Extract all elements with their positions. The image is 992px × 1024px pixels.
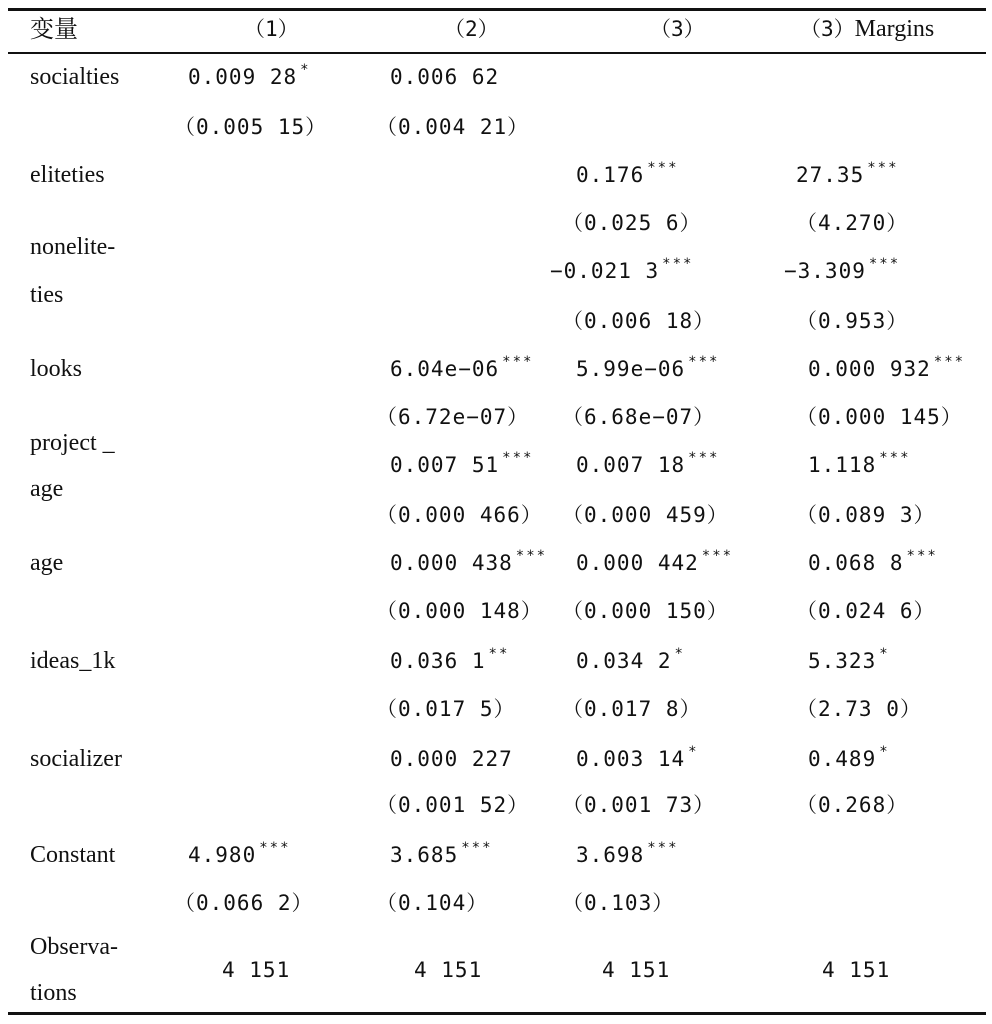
observations-value: 4 151 <box>414 958 483 982</box>
coefficient-cell <box>576 646 685 679</box>
standard-error-cell: （0.006 18） <box>562 309 716 333</box>
coefficient-cell <box>784 256 900 289</box>
coefficient-value: 0.000 932 <box>808 357 931 381</box>
header-col-2: （2） <box>444 17 499 41</box>
significance-stars: *** <box>906 548 938 564</box>
coefficient-value: 5.99e−06 <box>576 357 686 381</box>
significance-stars: *** <box>647 160 679 176</box>
coefficient-cell <box>188 840 291 873</box>
observations-value: 4 151 <box>222 958 291 982</box>
standard-error-cell: （0.017 5） <box>376 697 516 721</box>
header-col-margins <box>800 14 934 44</box>
significance-stars: *** <box>502 354 534 370</box>
coefficient-cell <box>808 744 890 777</box>
standard-error-cell: （4.270） <box>796 211 909 235</box>
standard-error-cell: （2.73 0） <box>796 697 922 721</box>
table-bottom-rule <box>8 1012 986 1015</box>
significance-stars: *** <box>647 840 679 856</box>
table-top-rule <box>8 8 986 11</box>
significance-stars: *** <box>662 256 694 272</box>
coefficient-cell <box>796 160 899 193</box>
standard-error-cell: （0.268） <box>796 793 909 817</box>
row-label: nonelite- <box>30 234 116 260</box>
coefficient-cell <box>808 646 890 679</box>
significance-stars: * <box>674 646 685 662</box>
coefficient-value: −0.021 3 <box>550 259 660 283</box>
significance-stars: *** <box>701 548 734 564</box>
significance-stars: *** <box>461 840 493 856</box>
significance-stars: *** <box>867 160 899 176</box>
coefficient-cell <box>576 840 679 873</box>
row-label-observations: tions <box>30 980 77 1006</box>
coefficient-cell <box>576 548 733 581</box>
coefficient-value: 0.009 28 <box>188 65 298 89</box>
coefficient-value: 0.068 8 <box>808 551 904 575</box>
significance-stars: * <box>879 646 890 662</box>
significance-stars: *** <box>259 840 291 856</box>
coefficient-cell <box>808 548 938 581</box>
standard-error-cell: （0.104） <box>376 891 489 915</box>
coefficient-value: 3.698 <box>576 843 645 867</box>
standard-error-cell: （0.017 8） <box>562 697 702 721</box>
coefficient-value: 0.176 <box>576 163 645 187</box>
standard-error-cell: （0.000 459） <box>562 503 729 527</box>
coefficient-cell <box>550 256 693 289</box>
table-header-rule <box>8 52 986 54</box>
significance-stars: *** <box>688 354 720 370</box>
header-variable: 变量 <box>30 15 78 43</box>
standard-error-cell: （0.001 52） <box>376 793 530 817</box>
coefficient-cell <box>576 450 719 483</box>
row-label: looks <box>30 356 83 382</box>
standard-error-cell: （0.103） <box>562 891 675 915</box>
row-label: age <box>30 476 64 502</box>
standard-error-cell: （0.000 150） <box>562 599 729 623</box>
significance-stars: * <box>879 744 890 760</box>
significance-stars: ** <box>488 646 510 662</box>
standard-error-cell: （0.066 2） <box>174 891 314 915</box>
coefficient-value: 1.118 <box>808 453 877 477</box>
row-label: eliteties <box>30 162 105 188</box>
coefficient-value: 0.006 62 <box>390 65 500 89</box>
coefficient-value: 0.000 438 <box>390 551 513 575</box>
coefficient-cell <box>576 354 719 387</box>
coefficient-value: 0.000 227 <box>390 747 513 771</box>
standard-error-cell: （0.001 73） <box>562 793 716 817</box>
coefficient-cell <box>390 354 533 387</box>
coefficient-value: 0.489 <box>808 747 877 771</box>
observations-value: 4 151 <box>602 958 671 982</box>
standard-error-cell: （0.000 145） <box>796 405 963 429</box>
significance-stars: * <box>688 744 699 760</box>
coefficient-cell <box>390 744 513 774</box>
coefficient-value: 4.980 <box>188 843 257 867</box>
row-label-observations: Observa- <box>30 934 118 960</box>
coefficient-value: 3.685 <box>390 843 459 867</box>
standard-error-cell: （0.000 466） <box>376 503 543 527</box>
coefficient-value: 0.007 51 <box>390 453 500 477</box>
standard-error-cell: （6.72e−07） <box>376 405 530 429</box>
coefficient-value: 27.35 <box>796 163 865 187</box>
header-col-3: （3） <box>650 17 705 41</box>
standard-error-cell: （0.089 3） <box>796 503 936 527</box>
standard-error-cell: （0.000 148） <box>376 599 543 623</box>
standard-error-cell: （0.953） <box>796 309 909 333</box>
row-label: project _ <box>30 430 115 456</box>
row-label: socialties <box>30 64 120 90</box>
header-margins-paren: （3） <box>800 17 855 41</box>
coefficient-cell <box>390 548 547 581</box>
coefficient-value: 6.04e−06 <box>390 357 500 381</box>
significance-stars: *** <box>933 354 966 370</box>
header-col-1: （1） <box>244 17 299 41</box>
coefficient-value: 0.003 14 <box>576 747 686 771</box>
coefficient-cell <box>808 354 965 387</box>
coefficient-cell <box>390 450 533 483</box>
significance-stars: *** <box>879 450 911 466</box>
coefficient-value: 0.034 2 <box>576 649 672 673</box>
standard-error-cell: （0.025 6） <box>562 211 702 235</box>
significance-stars: *** <box>502 450 534 466</box>
row-label: Constant <box>30 842 116 868</box>
observations-value: 4 151 <box>822 958 891 982</box>
standard-error-cell: （0.005 15） <box>174 115 328 139</box>
coefficient-cell <box>808 450 911 483</box>
coefficient-cell <box>390 840 493 873</box>
coefficient-cell <box>390 646 509 679</box>
coefficient-cell <box>390 62 499 92</box>
coefficient-cell <box>576 160 679 193</box>
significance-stars: *** <box>868 256 901 272</box>
row-label: ideas_1k <box>30 648 116 674</box>
standard-error-cell: （0.004 21） <box>376 115 530 139</box>
coefficient-value: −3.309 <box>784 259 866 283</box>
row-label: ties <box>30 282 64 308</box>
row-label: age <box>30 550 64 576</box>
significance-stars: * <box>300 62 311 78</box>
significance-stars: *** <box>688 450 720 466</box>
coefficient-value: 5.323 <box>808 649 877 673</box>
coefficient-value: 0.000 442 <box>576 551 699 575</box>
coefficient-value: 0.036 1 <box>390 649 486 673</box>
coefficient-cell <box>188 62 311 95</box>
significance-stars: *** <box>515 548 548 564</box>
standard-error-cell: （0.024 6） <box>796 599 936 623</box>
header-margins-word: Margins <box>854 16 935 42</box>
coefficient-value: 0.007 18 <box>576 453 686 477</box>
row-label: socializer <box>30 746 122 772</box>
coefficient-cell <box>576 744 699 777</box>
standard-error-cell: （6.68e−07） <box>562 405 716 429</box>
